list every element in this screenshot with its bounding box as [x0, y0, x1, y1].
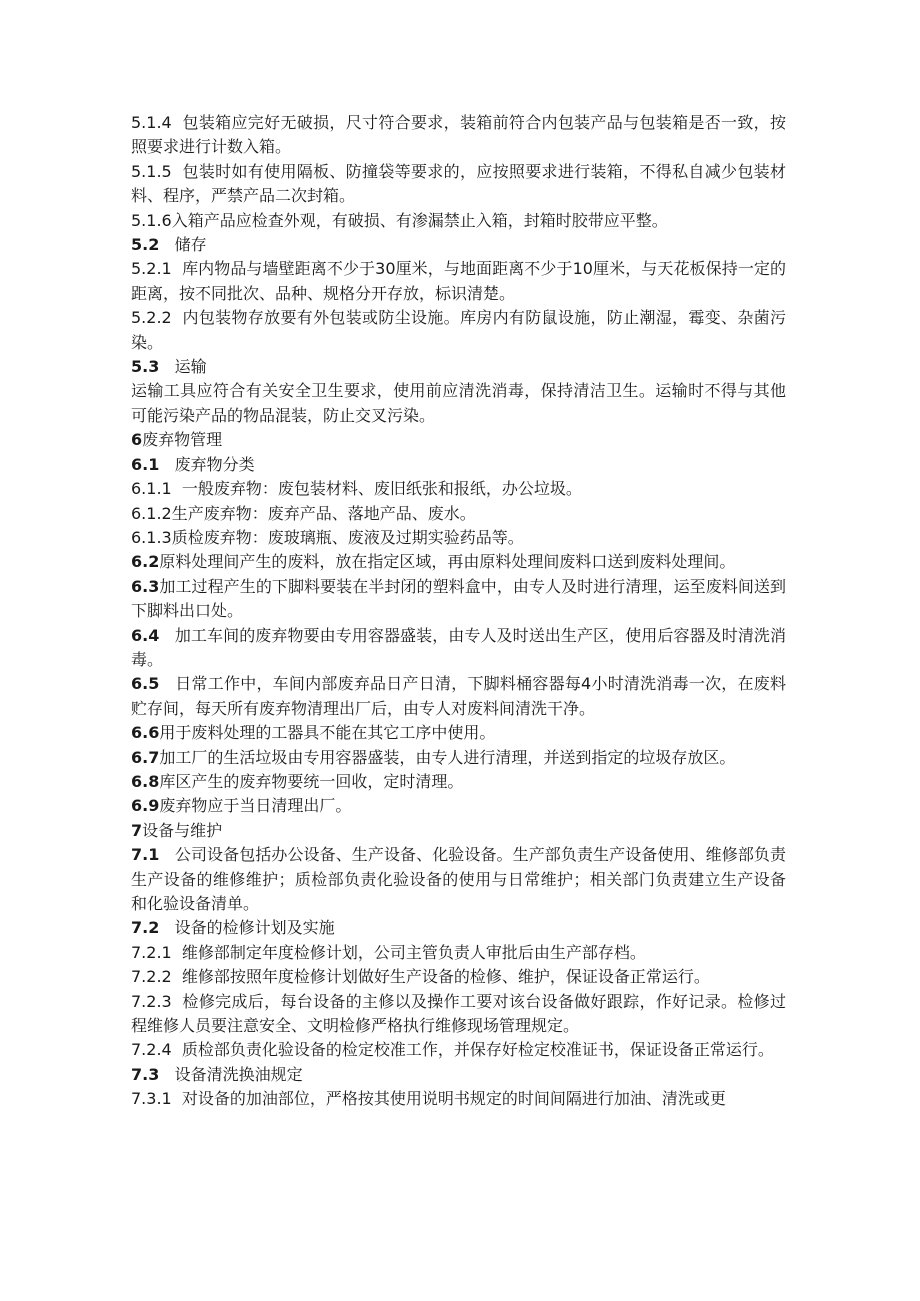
section-number: 6.6 — [131, 723, 160, 743]
paragraph — [131, 379, 786, 428]
paragraph-text: 库内物品与墙壁距离不少于30厘米，与地面距离不少于10厘米，与天花板保持一定的距离，按不同批次、品种、规格分开存放，标识清楚。 — [131, 259, 786, 303]
section-number-gap — [159, 357, 174, 376]
section-number-gap — [159, 845, 175, 864]
paragraph — [131, 916, 786, 940]
paragraph-text: 日常工作中，车间内部废弃品日产日清，下脚料桶容器每4小时清洗消毒一次，在废料贮存间，每天所有废弃物清理出厂后，由专人对废料间清洗干净。 — [131, 674, 786, 718]
paragraph-text: 储存 — [174, 235, 207, 255]
section-number: 6.1.3 — [131, 527, 172, 547]
section-number-gap — [172, 479, 182, 498]
section-number: 6.3 — [131, 576, 160, 596]
section-number: 5.1.5 — [131, 161, 172, 181]
section-number: 6.9 — [131, 796, 160, 816]
section-number: 6 — [131, 430, 143, 450]
paragraph-text: 维修部按照年度检修计划做好生产设备的检修、维护，保证设备正常运行。 — [181, 967, 710, 987]
paragraph-text: 废弃物分类 — [174, 454, 255, 474]
section-number: 6.2 — [131, 552, 160, 572]
paragraph-text: 检修完成后，每台设备的主修以及操作工要对该台设备做好跟踪，作好记录。检修过程维修人员要注意安全、文明检修严格执行维修现场管理规定。 — [131, 991, 786, 1036]
section-number: 7.2.3 — [131, 991, 172, 1011]
section-number: 6.1.2 — [131, 503, 172, 523]
paragraph-text: 设备清洗换油规定 — [174, 1064, 303, 1084]
section-number-gap — [159, 674, 175, 693]
section-number: 7.2.4 — [131, 1040, 172, 1060]
paragraph — [131, 1087, 786, 1111]
section-number: 7.3 — [131, 1064, 160, 1084]
section-number: 6.7 — [131, 747, 160, 767]
paragraph — [131, 233, 786, 257]
paragraph-text: 运输工具应符合有关安全卫生要求，使用前应清洗消毒，保持清洁卫生。运输时不得与其他可能污染产品的物品混装，防止交叉污染。 — [131, 381, 786, 425]
paragraph — [131, 941, 786, 965]
section-number: 6.5 — [131, 674, 160, 694]
paragraph — [131, 160, 786, 209]
paragraph — [131, 624, 786, 673]
section-number-gap — [159, 235, 174, 254]
section-number: 5.1.4 — [131, 113, 172, 132]
paragraph — [131, 111, 786, 160]
paragraph-text: 设备的检修计划及实施 — [174, 918, 335, 938]
paragraph — [131, 575, 786, 624]
paragraph — [131, 526, 786, 550]
paragraph — [131, 502, 786, 526]
section-number-gap — [172, 259, 182, 278]
paragraph — [131, 770, 786, 794]
paragraph — [131, 990, 786, 1039]
section-number-gap — [159, 626, 175, 645]
paragraph — [131, 453, 786, 477]
section-number: 6.4 — [131, 625, 160, 645]
paragraph-text: 内包装物存放要有外包装或防尘设施。库房内有防鼠设施，防止潮湿，霉变、杂菌污染。 — [131, 308, 786, 352]
section-number-gap — [172, 943, 182, 962]
paragraph — [131, 306, 786, 355]
paragraph-text: 原料处理间产生的废料，放在指定区域，再由原料处理间废料口送到废料处理间。 — [159, 552, 736, 572]
section-number-gap — [172, 1040, 182, 1059]
paragraph — [131, 721, 786, 745]
paragraph-text: 用于废料处理的工器具不能在其它工序中使用。 — [159, 723, 496, 743]
paragraph-text: 包装时如有使用隔板、防撞袋等要求的，应按照要求进行装箱，不得私自减少包装材料、程序，严禁产品二次封箱。 — [131, 161, 786, 206]
section-number: 5.3 — [131, 357, 160, 377]
section-number-gap — [172, 162, 183, 181]
paragraph — [131, 965, 786, 989]
paragraph — [131, 672, 786, 721]
paragraph — [131, 209, 786, 233]
section-number-gap — [172, 113, 183, 132]
paragraph-text: 库区产生的废弃物要统一回收，定时清理。 — [159, 771, 464, 791]
paragraph-text: 设备与维护 — [142, 820, 223, 840]
section-number-gap — [172, 992, 183, 1011]
section-number-gap — [172, 1089, 182, 1108]
section-number: 7 — [131, 820, 143, 840]
paragraph-text: 废弃物管理 — [142, 430, 223, 450]
section-number: 6.1 — [131, 454, 160, 474]
paragraph — [131, 746, 786, 770]
section-number: 5.1.6 — [131, 210, 172, 230]
paragraph-text: 加工厂的生活垃圾由专用容器盛装，由专人进行清理，并送到指定的垃圾存放区。 — [159, 747, 736, 767]
paragraph-text: 运输 — [174, 357, 207, 377]
paragraph-text: 质检废弃物：废玻璃瓶、废液及过期实验药品等。 — [171, 527, 524, 547]
section-number-gap — [172, 967, 182, 986]
paragraph — [131, 355, 786, 379]
paragraph-text: 对设备的加油部位，严格按其使用说明书规定的时间间隔进行加油、清洗或更 — [181, 1089, 726, 1109]
paragraph — [131, 1063, 786, 1087]
paragraph — [131, 1038, 786, 1062]
section-number-gap — [172, 308, 183, 327]
section-number: 7.2 — [131, 918, 160, 938]
paragraph-text: 生产废弃物：废弃产品、落地产品、废水。 — [171, 503, 476, 523]
paragraph — [131, 428, 786, 452]
section-number: 7.2.2 — [131, 967, 172, 987]
paragraph — [131, 843, 786, 916]
section-number: 5.2 — [131, 235, 160, 255]
paragraph — [131, 794, 786, 818]
paragraph-text: 加工车间的废弃物要由专用容器盛装，由专人及时送出生产区，使用后容器及时清洗消毒。 — [131, 625, 786, 669]
paragraph-text: 维修部制定年度检修计划，公司主管负责人审批后由生产部存档。 — [181, 942, 646, 962]
paragraph-text: 包装箱应完好无破损，尺寸符合要求，装箱前符合内包装产品与包装箱是否一致，按照要求进行计数入箱。 — [131, 113, 786, 157]
document-body — [131, 111, 786, 1112]
section-number: 6.1.1 — [131, 479, 172, 499]
paragraph-text: 入箱产品应检查外观，有破损、有渗漏禁止入箱，封箱时胶带应平整。 — [171, 210, 668, 230]
paragraph — [131, 550, 786, 574]
section-number: 7.1 — [131, 845, 160, 865]
paragraph-text: 加工过程产生的下脚料要装在半封闭的塑料盒中，由专人及时进行清理，运至废料间送到下脚料出口处。 — [131, 576, 786, 621]
paragraph-text: 质检部负责化验设备的检定校准工作，并保存好检定校准证书，保证设备正常运行。 — [181, 1040, 774, 1060]
section-number: 5.2.1 — [131, 259, 172, 279]
paragraph — [131, 257, 786, 306]
paragraph-text: 一般废弃物：废包装材料、废旧纸张和报纸，办公垃圾。 — [181, 479, 582, 499]
section-number-gap — [159, 918, 174, 937]
paragraph-text: 废弃物应于当日清理出厂。 — [159, 796, 352, 816]
section-number: 7.2.1 — [131, 942, 172, 962]
section-number: 7.3.1 — [131, 1089, 172, 1109]
section-number: 5.2.2 — [131, 308, 172, 328]
paragraph — [131, 819, 786, 843]
paragraph — [131, 477, 786, 501]
section-number-gap — [159, 455, 174, 474]
section-number: 6.8 — [131, 771, 160, 791]
paragraph-text: 公司设备包括办公设备、生产设备、化验设备。生产部负责生产设备使用、维修部负责生产设备的维修维护；质检部负责化验设备的使用与日常维护；相关部门负责建立生产设备和化验设备清单。 — [131, 845, 786, 913]
section-number-gap — [159, 1065, 174, 1084]
